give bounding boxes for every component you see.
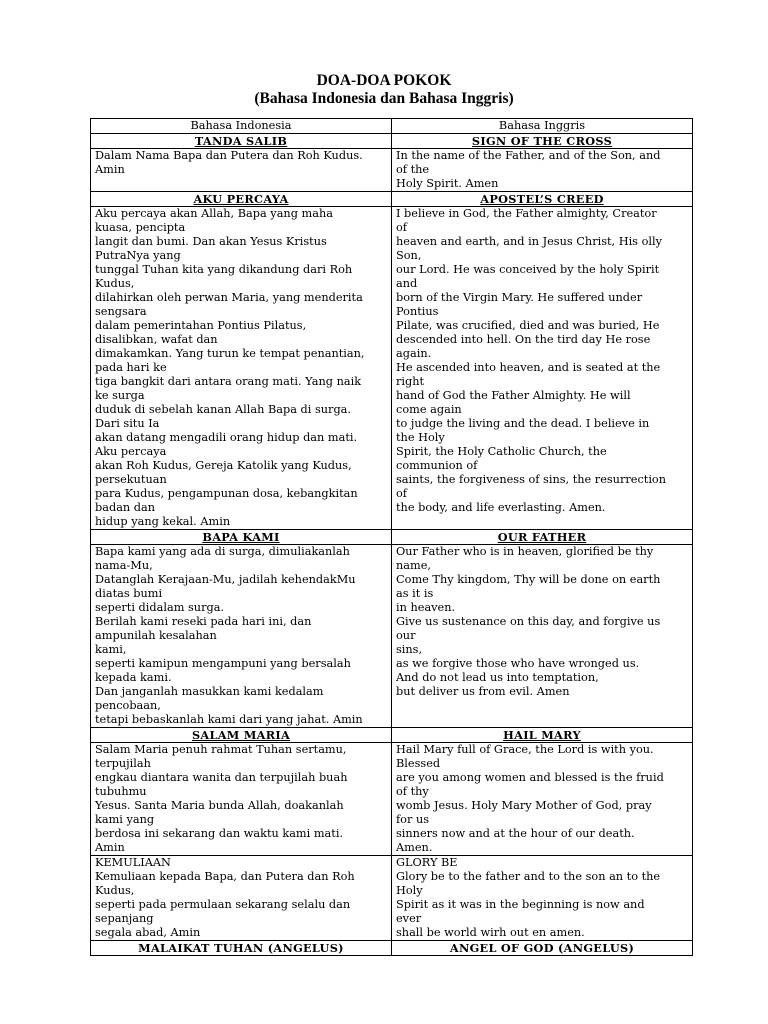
text-line: Aku percaya: [95, 445, 167, 458]
text-line: diatas bumi: [95, 587, 163, 600]
text-line: Blessed: [396, 757, 441, 770]
text-line: kepada kami.: [95, 671, 172, 684]
section-heading-row: [91, 192, 693, 207]
text-line: persekutuan: [95, 473, 167, 486]
text-line: of: [396, 487, 407, 500]
text-line: He ascended into heaven, and is seated at the: [396, 361, 661, 374]
section-heading-id: KEMULIAAN: [95, 856, 171, 869]
section-body-row: [91, 207, 693, 530]
text-line: Come Thy kingdom, Thy will be done on earth: [396, 573, 661, 586]
text-line: Yesus. Santa Maria bunda Allah, doakanlah: [95, 799, 344, 812]
text-line: the body, and life everlasting. Amen.: [396, 501, 606, 514]
text-line: seperti didalam surga.: [95, 601, 225, 614]
section-heading-row: [91, 530, 693, 545]
text-line: Aku percaya akan Allah, Bapa yang maha: [95, 207, 333, 220]
section-heading-id: AKU PERCAYA: [91, 192, 392, 207]
text-line: come again: [396, 403, 462, 416]
text-line: tiga bangkit dari antara orang mati. Yang naik: [95, 375, 362, 388]
document-subtitle: (Bahasa Indonesia dan Bahasa Inggris): [254, 90, 514, 107]
section-body-row: [91, 856, 693, 941]
text-line: pada hari ke: [95, 361, 167, 374]
text-line: dilahirkan oleh perwan Maria, yang menderita: [95, 291, 363, 304]
text-line: engkau diantara wanita dan terpujilah buah: [95, 771, 348, 784]
text-line: Pontius: [396, 305, 439, 318]
text-line: Bapa kami yang ada di surga, dimuliakanlah: [95, 545, 350, 558]
text-line: in heaven.: [396, 601, 456, 614]
text-line: Holy Spirit. Amen: [396, 177, 499, 190]
text-line: Amen.: [396, 841, 433, 854]
text-line: hidup yang kekal. Amin: [95, 515, 231, 528]
text-line: communion of: [396, 459, 478, 472]
text-line: In the name of the Father, and of the Son, and: [396, 149, 661, 162]
text-line: name,: [396, 559, 431, 572]
text-line: heaven and earth, and in Jesus Christ, His olly: [396, 235, 662, 248]
section-heading-en: APOSTEL’S CREED: [392, 192, 693, 207]
prayer-text-en: [392, 149, 693, 192]
section-body-row: [91, 545, 693, 728]
prayer-text-id: [91, 856, 392, 941]
text-line: pencobaan,: [95, 699, 161, 712]
text-line: akan Roh Kudus, Gereja Katolik yang Kudus,: [95, 459, 352, 472]
document-title: DOA-DOA POKOK: [316, 72, 452, 89]
text-line: kami,: [95, 643, 127, 656]
prayer-text-id: [91, 149, 392, 192]
text-line: as it is: [396, 587, 434, 600]
text-line: ever: [396, 912, 422, 925]
text-line: Holy: [396, 884, 423, 897]
prayer-text-en: [392, 856, 693, 941]
text-line: And do not lead us into temptation,: [396, 671, 599, 684]
section-heading-id: BAPA KAMI: [91, 530, 392, 545]
prayer-text-id: [91, 207, 392, 530]
text-line: langit dan bumi. Dan akan Yesus Kristus: [95, 235, 327, 248]
text-line: of the: [396, 163, 430, 176]
section-heading-en: SIGN OF THE CROSS: [392, 134, 693, 149]
text-line: our Lord. He was conceived by the holy Spirit: [396, 263, 660, 276]
section-heading-en: GLORY BE: [396, 856, 458, 869]
text-line: of: [396, 221, 407, 234]
text-line: tunggal Tuhan kita yang dikandung dari Roh: [95, 263, 353, 276]
text-line: again.: [396, 347, 432, 360]
text-line: terpujilah: [95, 757, 151, 770]
text-line: saints, the forgiveness of sins, the resurrection: [396, 473, 667, 486]
text-line: to judge the living and the dead. I believe in: [396, 417, 650, 430]
text-line: Datanglah Kerajaan-Mu, jadilah kehendakMu: [95, 573, 356, 586]
text-line: shall be world wirh out en amen.: [396, 926, 585, 939]
text-line: Dalam Nama Bapa dan Putera dan Roh Kudus.: [95, 149, 363, 162]
text-line: but deliver us from evil. Amen: [396, 685, 570, 698]
text-line: tetapi bebaskanlah kami dari yang jahat. Amin: [95, 713, 363, 726]
text-line: Son,: [396, 249, 422, 262]
text-line: Spirit as it was in the beginning is now and: [396, 898, 645, 911]
text-line: Kudus,: [95, 884, 135, 897]
table-header-row: [91, 119, 693, 134]
text-line: seperti kamipun mengampuni yang bersalah: [95, 657, 351, 670]
text-line: seperti pada permulaan sekarang selalu dan: [95, 898, 351, 911]
text-line: born of the Virgin Mary. He suffered under: [396, 291, 643, 304]
section-body-row: [91, 743, 693, 856]
section-heading-id: SALAM MARIA: [91, 728, 392, 743]
text-line: Pilate, was crucified, died and was buried, He: [396, 319, 660, 332]
angelus-heading-en: ANGEL OF GOD (ANGELUS): [392, 941, 693, 956]
text-line: Kudus,: [95, 277, 135, 290]
section-heading-en: OUR FATHER: [392, 530, 693, 545]
text-line: dimakamkan. Yang turun ke tempat penantian,: [95, 347, 365, 360]
text-line: Amin: [95, 163, 125, 176]
text-line: PutraNya yang: [95, 249, 181, 262]
section-body-row: [91, 149, 693, 192]
text-line: Dan janganlah masukkan kami kedalam: [95, 685, 324, 698]
text-line: Give us sustenance on this day, and forgive us: [396, 615, 661, 628]
text-line: descended into hell. On the tird day He rose: [396, 333, 651, 346]
text-line: Spirit, the Holy Catholic Church, the: [396, 445, 607, 458]
text-line: hand of God the Father Almighty. He will: [396, 389, 631, 402]
prayer-text-en: [392, 743, 693, 856]
angelus-heading-id: MALAIKAT TUHAN (ANGELUS): [91, 941, 392, 956]
prayer-table: [90, 118, 693, 956]
text-line: nama-Mu,: [95, 559, 153, 572]
text-line: I believe in God, the Father almighty, Creator: [396, 207, 657, 220]
text-line: Dari situ Ia: [95, 417, 160, 430]
text-line: tubuhmu: [95, 785, 147, 798]
text-line: womb Jesus. Holy Mary Mother of God, pray: [396, 799, 652, 812]
text-line: Our Father who is in heaven, glorified be thy: [396, 545, 654, 558]
text-line: ampunilah kesalahan: [95, 629, 217, 642]
text-line: Hail Mary full of Grace, the Lord is with you.: [396, 743, 654, 756]
prayer-text-id: [91, 545, 392, 728]
section-heading-row: [91, 728, 693, 743]
section-heading-en: HAIL MARY: [392, 728, 693, 743]
text-line: para Kudus, pengampunan dosa, kebangkitan: [95, 487, 358, 500]
text-line: sinners now and at the hour of our death.: [396, 827, 635, 840]
text-line: sepanjang: [95, 912, 154, 925]
text-line: the Holy: [396, 431, 445, 444]
text-line: berdosa ini sekarang dan waktu kami mati.: [95, 827, 344, 840]
section-heading-id: TANDA SALIB: [91, 134, 392, 149]
text-line: sins,: [396, 643, 423, 656]
text-line: our: [396, 629, 416, 642]
text-line: ke surga: [95, 389, 145, 402]
text-line: for us: [396, 813, 430, 826]
text-line: are you among women and blessed is the fruid: [396, 771, 664, 784]
text-line: akan datang mengadili orang hidup dan mati.: [95, 431, 358, 444]
text-line: disalibkan, wafat dan: [95, 333, 218, 346]
text-line: Glory be to the father and to the son an to the: [396, 870, 661, 883]
text-line: Kemuliaan kepada Bapa, dan Putera dan Roh: [95, 870, 355, 883]
section-heading-row: [91, 941, 693, 956]
text-line: sengsara: [95, 305, 147, 318]
section-heading-row: [91, 134, 693, 149]
text-line: of thy: [396, 785, 429, 798]
text-line: as we forgive those who have wronged us.: [396, 657, 640, 670]
text-line: Berilah kami reseki pada hari ini, dan: [95, 615, 312, 628]
text-line: right: [396, 375, 425, 388]
text-line: Salam Maria penuh rahmat Tuhan sertamu,: [95, 743, 347, 756]
header-english: Bahasa Inggris: [392, 119, 693, 134]
text-line: duduk di sebelah kanan Allah Bapa di surga.: [95, 403, 352, 416]
text-line: segala abad, Amin: [95, 926, 201, 939]
text-line: kuasa, pencipta: [95, 221, 186, 234]
text-line: Amin: [95, 841, 125, 854]
prayer-text-id: [91, 743, 392, 856]
text-line: and: [396, 277, 418, 290]
header-indonesian: Bahasa Indonesia: [91, 119, 392, 134]
prayer-text-en: [392, 545, 693, 728]
text-line: kami yang: [95, 813, 155, 826]
text-line: dalam pemerintahan Pontius Pilatus,: [95, 319, 307, 332]
text-line: badan dan: [95, 501, 156, 514]
prayer-text-en: [392, 207, 693, 530]
